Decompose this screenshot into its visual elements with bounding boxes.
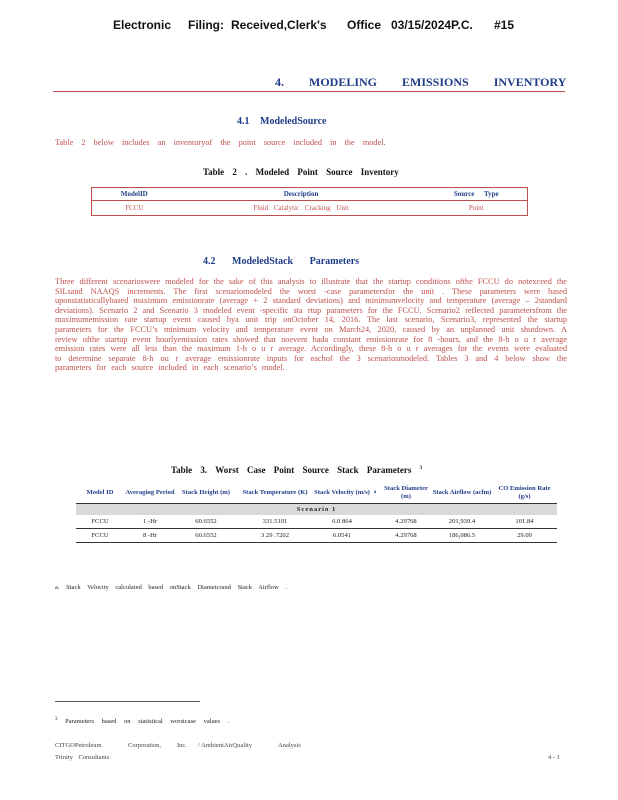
table3-col-co-emission-rate: CO Emission Rate (g/s): [498, 485, 551, 500]
table3-col-stack-airflow: Stack Airflow (acfm): [432, 489, 492, 496]
section-divider: [53, 91, 565, 92]
table3-cell-empty: [370, 515, 380, 529]
table3-cell: 4.29768: [380, 529, 432, 543]
table3-cell: 186,086.5: [432, 529, 492, 543]
table3-cell: FCCU: [76, 529, 124, 543]
header-date: 03/15/2024P.C.: [391, 18, 473, 32]
table3-cell: 8 -Hr: [124, 529, 176, 543]
paragraph-4-2: Three different scenarioswere modeled for the sake of this analysis to illustrate that the startup conditions ofthe FCCU do notexceed the SILsand NAAQS increments. The first scenariomodeled the worst -case parametersfor the unit . These parameters were based uponstatisticallybased maximum emissionrate (average + 2 standard deviations) and minimumvelocity and temperature (average – 2standard deviations). Scenario 2 and Scenario 3 modeled event -specific sta rtup parameters for the FCCU. Scenario2 reflected parametersfrom the maximumemission rate startup event caused bya unit trip onOctober 14, 2016. The last scenario, Scenario3, represented the startup parameters for the FCCU’s minimum velocity and temperature event on March24, 2020, caused by an unplanned unit shutdown. A review ofthe startup event hourlyemission rates showed that noevent hada constant emissionrate for 8 -hours, and the 8-h o u r average emission rates were all less than the maximum 1-h o u r average. Accordingly, these 8-h o u r averages for the events were evaluated to determine separate 8-h ou r average emissionrate inputs for eachof the 3 scenariosmodeled. Tables 3 and 4 below show the parameters for each source included in each scenario’s model.: [55, 277, 567, 373]
table2-cell: Point: [468, 204, 484, 212]
table3-cell: 4.29768: [380, 515, 432, 529]
subsection-heading-4-2: 4.2 ModeledStack Parameters: [203, 256, 360, 267]
section-title: 4. MODELING EMISSIONS INVENTORY: [275, 75, 567, 89]
header-electronic: Electronic: [113, 18, 172, 32]
footer-consultants: Trinity Consultants: [55, 754, 110, 761]
table3-cell-empty: [370, 529, 380, 543]
footer-analysis: Analysis: [278, 742, 301, 749]
table-row: [92, 201, 528, 216]
footer-inc: Inc.: [177, 742, 187, 749]
footer-report-title: / AmbientAirQuality: [198, 742, 252, 749]
table3-caption-text: Table 3. Worst Case Point Source Stack Parameters: [171, 465, 412, 475]
table3-caption-footnote-mark: 3: [419, 466, 423, 471]
footnote: [55, 717, 229, 725]
table2: [91, 187, 528, 216]
header-office: Office: [347, 18, 382, 32]
table2-cell: FCCU: [125, 204, 144, 212]
table3-cell: 60.6552: [176, 529, 236, 543]
table2-caption: Table 2 . Modeled Point Source Inventory: [203, 167, 399, 177]
table2-header-row: [92, 188, 528, 201]
table3-cell: 201,939.4: [432, 515, 492, 529]
table3-col-stack-velocity: Stack Velocity (m/s): [314, 489, 370, 496]
table3-col-velocity-note-mark: a: [373, 490, 377, 495]
footnote-text: Parameters based on statistical worstcase values .: [65, 718, 230, 726]
table2-col-source-type: Source Type: [425, 188, 527, 201]
footnote-mark: 3: [55, 717, 58, 722]
page-number: 4 - 1: [548, 754, 560, 761]
table3-col-stack-diameter: Stack Diameter (m): [384, 485, 428, 500]
table3-col-stack-height: Stack Height (m): [182, 489, 230, 496]
table3-cell: FCCU: [76, 515, 124, 529]
header-received: Received,Clerk's: [231, 18, 327, 32]
table3-note: a. Stack Velocity calculated based onStack Diametcrand Stack Airflow .: [55, 584, 288, 591]
table3-scenario-row: [76, 504, 557, 516]
footer-corporation: Corporation,: [128, 742, 162, 749]
table-row: [76, 515, 557, 529]
table3-cell: 101.84: [492, 515, 557, 529]
header-filing: Filing:: [188, 18, 224, 32]
header-number: #15: [494, 18, 515, 32]
table3-cell: 60.6552: [176, 515, 236, 529]
table2-col-description: Description: [177, 188, 426, 201]
table3-col-model-id: Model ID: [86, 489, 114, 496]
table3-cell: 6.0 864: [314, 515, 370, 529]
table3-cell: 1 -Hr: [124, 515, 176, 529]
table2-cell: Fluid Catalytic Cracking Unit: [253, 204, 349, 212]
table3-header-row: [76, 483, 557, 504]
table3: [76, 483, 557, 543]
table3-cell: 29.09: [492, 529, 557, 543]
table3-col-stack-temperature: Stack Temperature (K): [242, 489, 308, 496]
table3-caption: [171, 465, 422, 475]
paragraph-4-1: Table 2 below includes an inventoryof the point source included in the model.: [55, 138, 386, 147]
table3-cell: 6.0541: [314, 529, 370, 543]
table2-col-modelid: ModelID: [92, 188, 177, 201]
table3-cell: 331.5101: [236, 515, 314, 529]
footer-company: CITGOPetroleum: [55, 742, 102, 749]
table3-col-averaging-period: Averaging Period: [125, 489, 175, 496]
table-row: [76, 529, 557, 543]
table3-scenario-label: Scenario 1: [76, 504, 557, 516]
subsection-heading-4-1: 4.1 ModeledSource: [237, 116, 327, 127]
table3-cell: 3 29 .7202: [236, 529, 314, 543]
footnote-divider: [55, 701, 200, 702]
